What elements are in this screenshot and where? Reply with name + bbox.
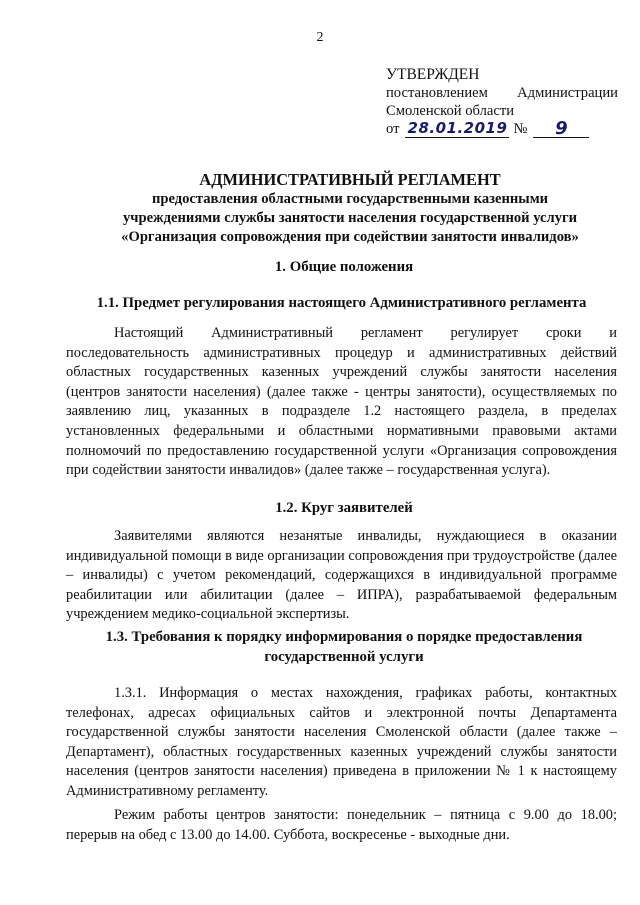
handwritten-number: 9 xyxy=(533,120,589,138)
approval-region: Смоленской области xyxy=(386,103,515,119)
from-label: от xyxy=(386,121,400,137)
section-1-heading: 1. Общие положения xyxy=(274,259,414,275)
section-1-3-heading-line-2: государственной услуги xyxy=(264,649,424,665)
handwritten-date: 28.01.2019 xyxy=(405,120,509,138)
approval-line-2 xyxy=(386,84,618,102)
approval-title: УТВЕРЖДЕН xyxy=(386,66,480,83)
section-1-2-heading: 1.2. Круг заявителей xyxy=(275,500,413,516)
section-1-3-heading-line-1: 1.3. Требования к порядку информирования о порядке предоставления xyxy=(105,629,583,645)
page-number: 2 xyxy=(316,30,324,45)
approval-authority: Администрации xyxy=(517,85,618,101)
title-line-2: учреждениями службы занятости населения государственной услуги xyxy=(122,210,578,226)
section-1-3-heading xyxy=(64,627,624,667)
working-hours-text: Режим работы центров занятости: понедельник – пятница с 9.00 до 18.00; перерыв на обед с 13.00 до 14.00. Суббота, воскресенье - выходные дни. xyxy=(66,807,617,843)
title-line-1: предоставления областными государственными казенными xyxy=(151,191,549,207)
title-line-3: «Организация сопровождения при содействии занятости инвалидов» xyxy=(121,229,579,245)
section-1-1-heading: 1.1. Предмет регулирования настоящего Административного регламента xyxy=(96,295,587,311)
document-title xyxy=(60,170,640,247)
section-1-2-text: Заявителями являются незанятые инвалиды, нуждающиеся в оказании индивидуальной помощи в виде организации сопровождения при трудоустройстве (далее – инвалиды) с учетом рекомендаций, содержащихся в индивидуальной программе реабилитации или абилитации (далее – ИПРА), разрабатываемой федеральным учреждением медико-социальной экспертизы. xyxy=(66,528,617,623)
title-main: АДМИНИСТРАТИВНЫЙ РЕГЛАМЕНТ xyxy=(199,170,501,189)
section-1-3-1-text: 1.3.1. Информация о местах нахождения, графиках работы, контактных телефонах, адресах официальных сайтов и электронной почты Департамента государственной службы занятости населения Смоленской области (далее также – Департамент), областных государственных казенных учреждений службы занятости населения (центров занятости населения) приведена в приложении № 1 к настоящему Административному регламенту. xyxy=(66,685,617,799)
section-1-1-text: Настоящий Административный регламент регулирует сроки и последовательность административных процедур и административных действий областных государственных казенных учреждений службы занятости населения (центров занятости населения) (далее также - центры занятости), осуществляемых по заявлению лиц, указанных в подразделе 1.2 настоящего раздела, в пределах установленных федеральными и областными нормативными правовыми актами полномочий по предоставлению государственной услуги «Организация сопровождения при содействии занятости инвалидов» (далее также – государственная услуга). xyxy=(66,325,617,479)
number-label: № xyxy=(513,121,528,137)
approval-date-line xyxy=(386,120,618,138)
approval-by: постановлением xyxy=(386,85,488,101)
approval-stamp xyxy=(386,66,618,138)
